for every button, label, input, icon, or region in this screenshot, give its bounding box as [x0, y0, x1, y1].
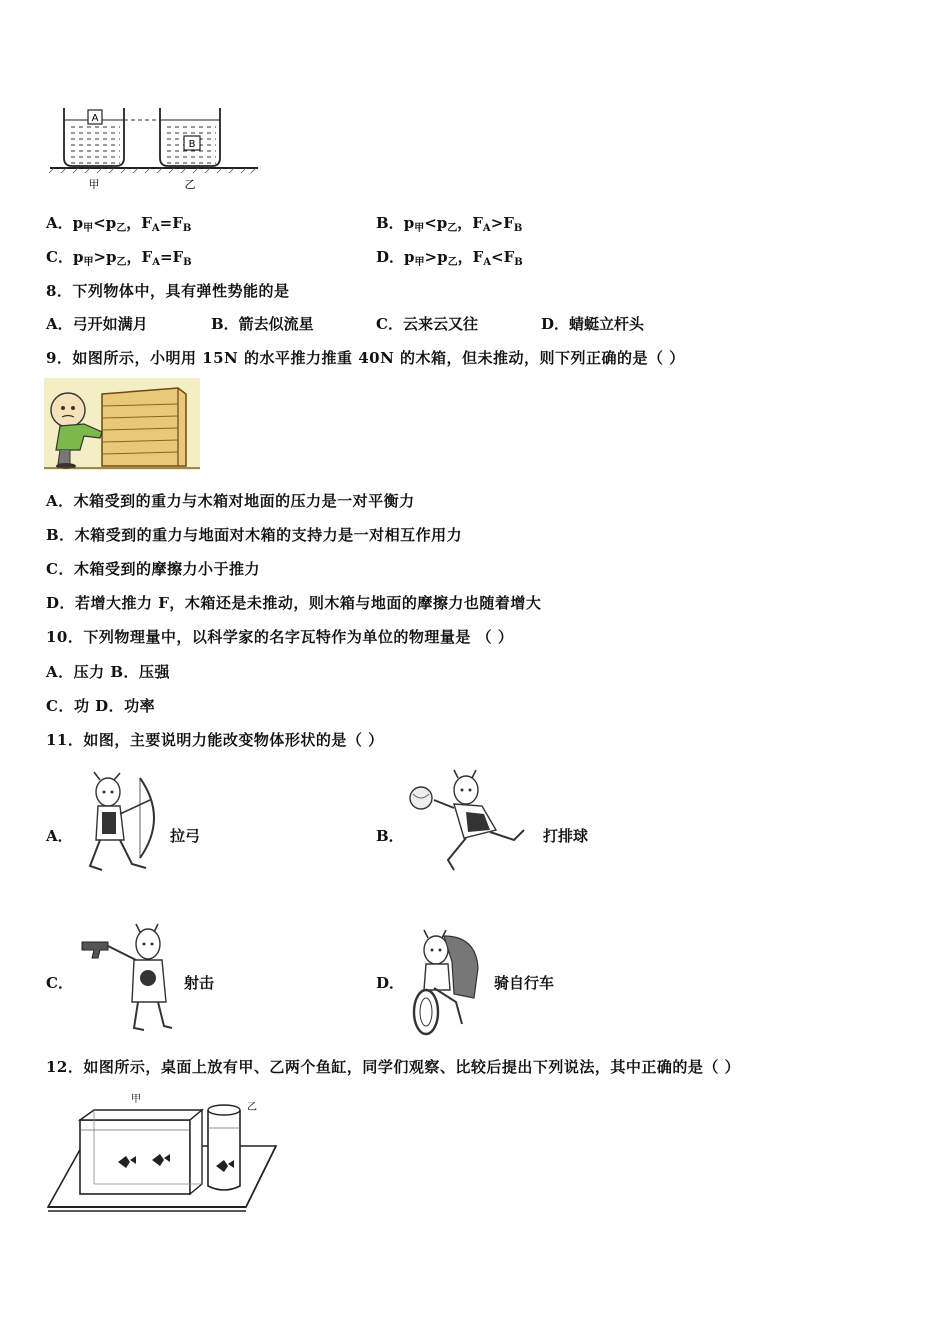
box-a-label: A [91, 113, 99, 124]
q11-option-d-label: 骑自行车 [494, 974, 555, 992]
goat-hitting-volleyball-figure [404, 768, 534, 880]
q7-option-b[interactable]: B．$p_甲<p_乙$，$F_A>F_B$ [376, 214, 523, 234]
q11-option-b-letter[interactable]: B． [376, 827, 404, 845]
goat-drawing-bow-figure [80, 770, 170, 880]
q9-option-c[interactable]: C．木箱受到的摩擦力小于推力 [46, 560, 260, 578]
q11-stem: 11．如图，主要说明力能改变物体形状的是（ ） [46, 731, 384, 749]
q11-option-a-label: 拉弓 [170, 827, 201, 845]
q11-option-d-letter[interactable]: D． [376, 974, 405, 992]
q9-stem: 9．如图所示，小明用 15N 的水平推力推重 40N 的木箱，但未推动，则下列正确的是（ ） [46, 349, 685, 367]
container-right-label: 乙 [184, 178, 196, 191]
q11-option-c-label: 射击 [184, 974, 215, 992]
q8-option-b[interactable]: B．箭去似流星 [211, 315, 314, 333]
q7-containers-figure [46, 100, 261, 195]
q12-stem: 12．如图所示，桌面上放有甲、乙两个鱼缸，同学们观察、比较后提出下列说法，其中正确的是（ ） [46, 1058, 741, 1076]
q12-fish-tanks-figure [46, 1090, 282, 1215]
q11-option-b-label: 打排球 [543, 827, 589, 845]
q11-option-c-letter[interactable]: C． [46, 974, 73, 992]
q8-option-d[interactable]: D．蜻蜓立杆头 [541, 315, 645, 333]
container-left-label: 甲 [88, 178, 100, 191]
tank-left-label: 甲 [131, 1094, 141, 1105]
q7-option-a[interactable]: A．$p_甲<p_乙$，$F_A=F_B$ [46, 214, 192, 234]
tank-right-label: 乙 [247, 1102, 257, 1113]
q11-option-a-letter[interactable]: A． [46, 827, 73, 845]
q9-option-b[interactable]: B．木箱受到的重力与地面对木箱的支持力是一对相互作用力 [46, 526, 463, 544]
q8-option-a[interactable]: A．弓开如满月 [46, 315, 148, 333]
q9-option-d[interactable]: D．若增大推力 F，木箱还是未推动，则木箱与地面的摩擦力也随着增大 [46, 594, 542, 612]
q10-options-ab[interactable]: A．压力 B．压强 [46, 663, 171, 681]
q9-option-a[interactable]: A．木箱受到的重力与木箱对地面的压力是一对平衡力 [46, 492, 415, 510]
goat-shooting-pistol-figure [78, 920, 178, 1035]
goat-riding-bicycle-figure [404, 928, 492, 1038]
q8-option-c[interactable]: C．云来云又往 [376, 315, 478, 333]
q10-stem: 10．下列物理量中，以科学家的名字瓦特作为单位的物理量是 （ ） [46, 628, 514, 646]
q7-option-d[interactable]: D．$p_甲>p_乙$，$F_A<F_B$ [376, 248, 523, 268]
box-b-label: B [188, 139, 196, 150]
q8-stem: 8．下列物体中，具有弹性势能的是 [46, 282, 290, 300]
q7-option-c[interactable]: C．$p_甲>p_乙$，$F_A=F_B$ [46, 248, 192, 268]
q9-boy-pushing-crate-figure [44, 378, 200, 470]
q10-options-cd[interactable]: C．功 D．功率 [46, 697, 156, 715]
